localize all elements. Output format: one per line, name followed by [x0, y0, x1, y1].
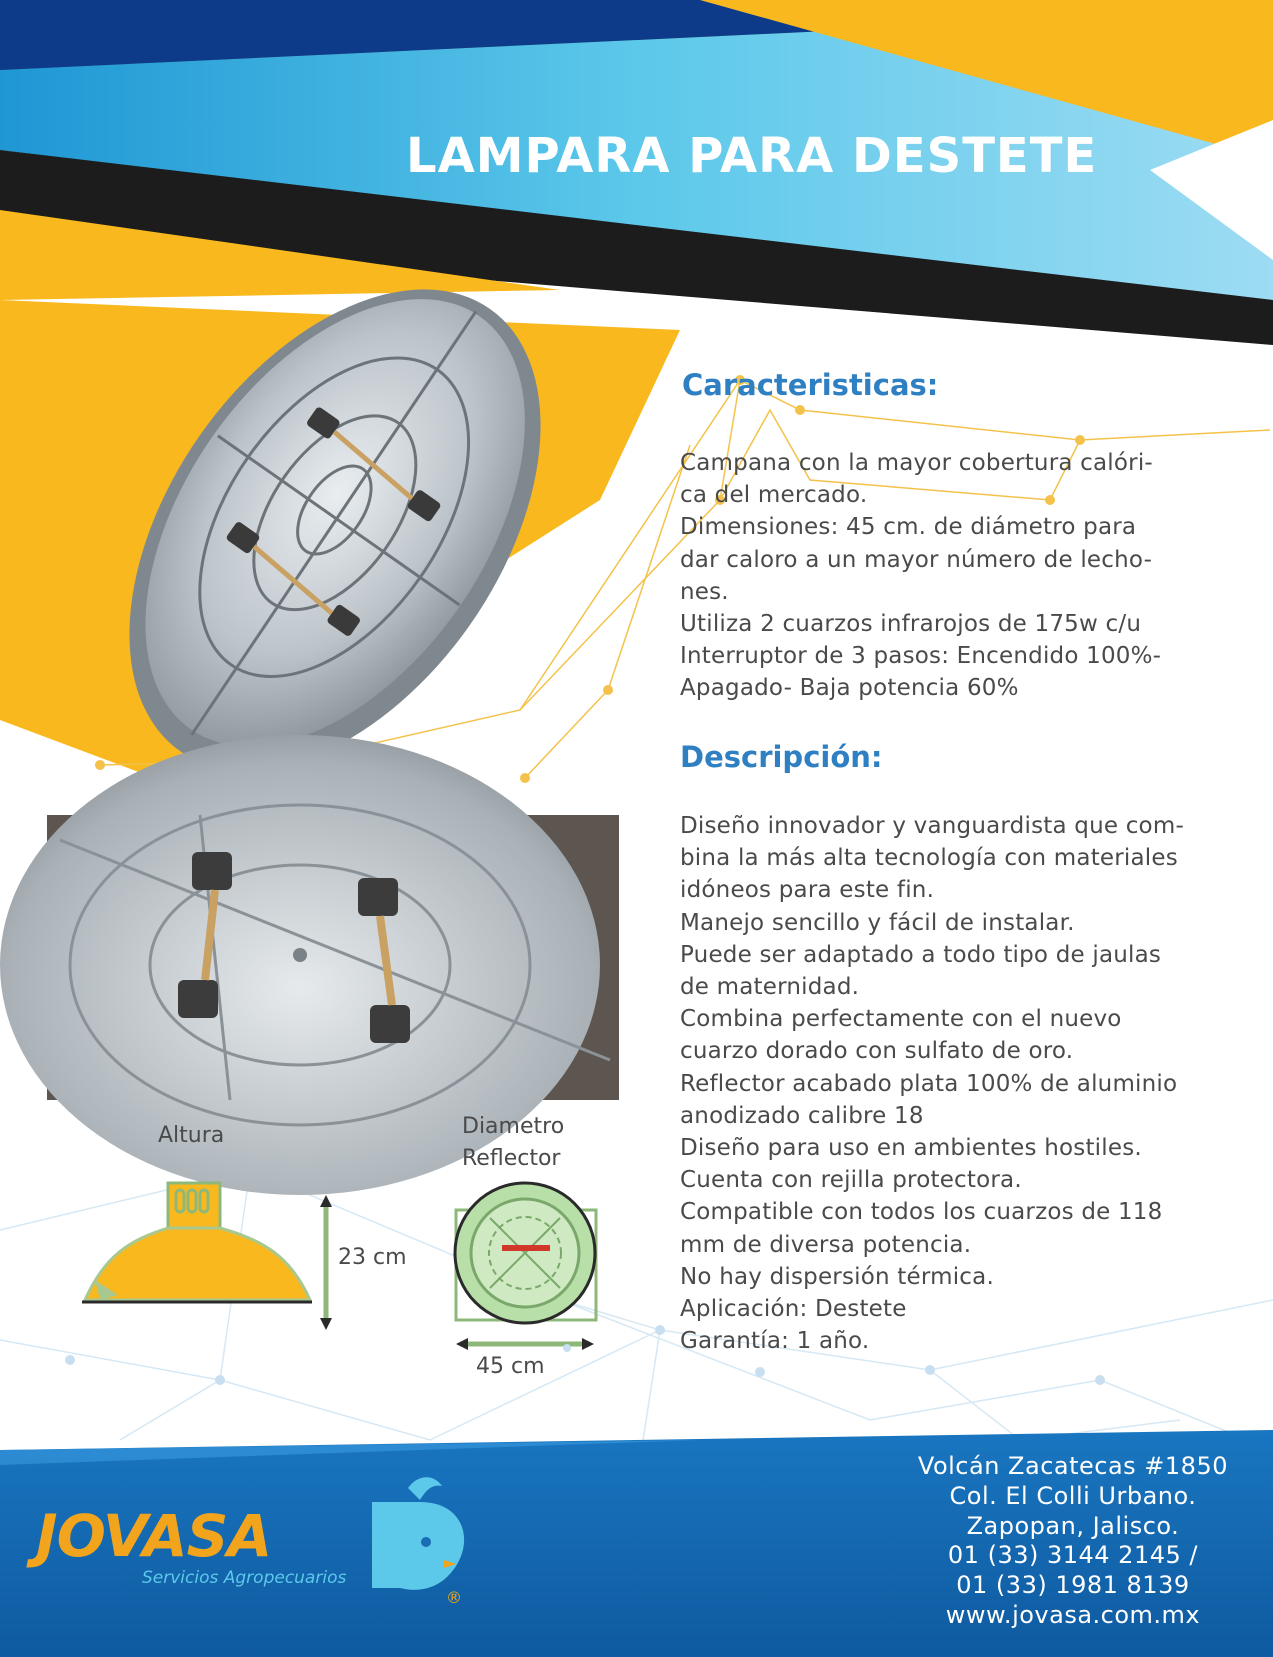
caracteristicas-line: Dimensiones: 45 cm. de diámetro para [680, 514, 1137, 541]
page-title: LAMPARA PARA DESTETE [406, 128, 1098, 184]
caracteristicas-line: dar caloro a un mayor número de lecho- [680, 546, 1153, 573]
caracteristicas-line: ca del mercado. [680, 482, 868, 509]
address-street: Volcán Zacatecas #1850 [917, 1452, 1228, 1480]
phone-1: 01 (33) 3144 2145 / [947, 1541, 1198, 1570]
diametro-value: 45 cm [476, 1354, 545, 1379]
descripcion-line: Combina perfectamente con el nuevo [680, 1006, 1122, 1033]
altura-label: Altura [158, 1123, 225, 1148]
descripcion-line: de maternidad. [680, 974, 860, 1001]
descripcion-line: Manejo sencillo y fácil de instalar. [680, 909, 1075, 936]
address-city: Zapopan, Jalisco. [966, 1511, 1180, 1540]
descripcion-line: Diseño innovador y vanguardista que com- [680, 813, 1184, 839]
diametro-label-line-2: Reflector [462, 1146, 561, 1171]
registered-mark: ® [446, 1588, 462, 1607]
descripcion-line: Reflector acabado plata 100% de aluminio [680, 1070, 1178, 1097]
logo-wordmark: JOVASA [36, 1502, 272, 1570]
altura-value: 23 cm [338, 1245, 407, 1270]
descripcion-line: idóneos para este fin. [680, 877, 935, 904]
descripcion-line: bina la más alta tecnología con materiales [680, 845, 1178, 872]
caracteristicas-line: Apagado- Baja potencia 60% [680, 675, 1019, 702]
descripcion-line: Compatible con todos los cuarzos de 118 [680, 1199, 1163, 1226]
footer-contact [918, 1452, 1228, 1631]
descripcion-heading: Descripción: [680, 740, 883, 774]
descripcion-list [680, 810, 1250, 1357]
address-colony: Col. El Colli Urbano. [949, 1481, 1197, 1510]
website-link[interactable]: www.jovasa.com.mx [945, 1600, 1201, 1629]
descripcion-line: Diseño para uso en ambientes hostiles. [680, 1135, 1142, 1162]
descripcion-line: cuarzo dorado con sulfato de oro. [680, 1038, 1074, 1065]
caracteristicas-line: nes. [680, 578, 729, 605]
caracteristicas-line: Campana con la mayor cobertura calóri- [680, 450, 1153, 476]
caracteristicas-heading: Caracteristicas: [682, 368, 939, 402]
caracteristicas-line: Interruptor de 3 pasos: Encendido 100%- [680, 643, 1162, 670]
phone-2: 01 (33) 1981 8139 [956, 1571, 1190, 1600]
caracteristicas-line: Utiliza 2 cuarzos infrarojos de 175w c/u [680, 611, 1142, 638]
descripcion-line: Garantía: 1 año. [680, 1328, 870, 1355]
diametro-label-line-1: Diametro [462, 1114, 565, 1139]
descripcion-line: Cuenta con rejilla protectora. [680, 1167, 1022, 1194]
descripcion-line: anodizado calibre 18 [680, 1102, 924, 1129]
descripcion-line: No hay dispersión térmica. [680, 1263, 994, 1290]
caracteristicas-list [680, 447, 1250, 705]
descripcion-line: Aplicación: Destete [680, 1296, 907, 1323]
descripcion-line: Puede ser adaptado a todo tipo de jaulas [680, 941, 1162, 968]
logo-subtitle: Servicios Agropecuarios [142, 1568, 347, 1588]
descripcion-line: mm de diversa potencia. [680, 1231, 972, 1258]
